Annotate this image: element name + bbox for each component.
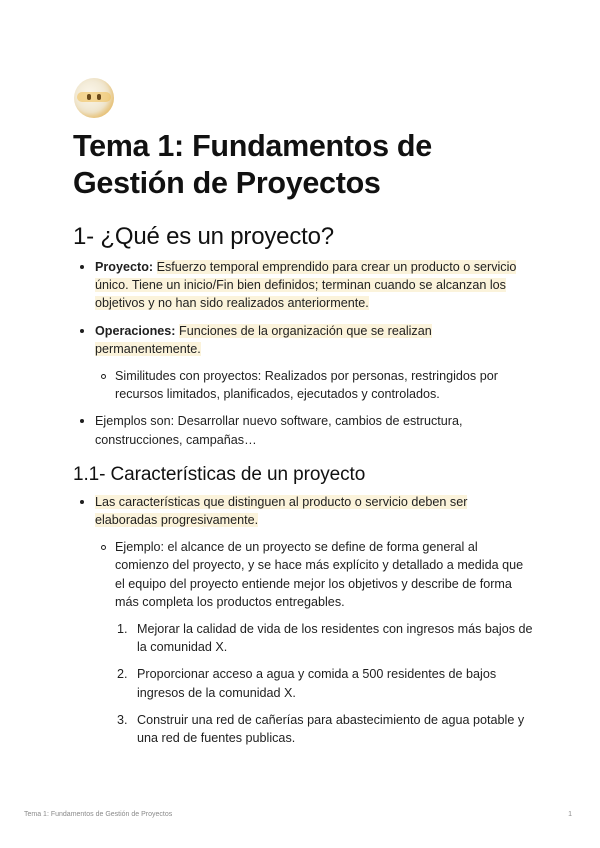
footer-title: Tema 1: Fundamentos de Gestión de Proyectos [24, 811, 173, 818]
term-label: Proyecto: [95, 260, 154, 274]
list-item-operaciones [73, 322, 533, 404]
footer-page-number: 1 [568, 811, 572, 818]
numbered-item-text: Mejorar la calidad de vida de los residentes con ingresos más bajos de la comunidad X. [137, 622, 533, 655]
bullet-dot [80, 500, 84, 504]
caracteristicas-sublist [95, 538, 533, 747]
numbered-item-text: Construir una red de cañerías para abastecimiento de agua potable y una red de fuentes publicas. [137, 712, 525, 746]
definition-text: Esfuerzo temporal emprendido para crear un producto o servicio único. Tiene un inicio/Fin bien definidos; terminan cuando se alcanzan los objetivos y no han sido realizados anteriormente. [95, 260, 517, 311]
page-title: Tema 1: Fundamentos de Gestión de Proyectos [73, 129, 432, 200]
operaciones-sublist [95, 367, 533, 403]
face-in-clouds-emoji-icon [74, 78, 114, 118]
bullet-circle [101, 374, 106, 379]
number-marker: 2. [117, 667, 128, 682]
bullet-dot [80, 419, 84, 423]
list-item-similitudes [95, 367, 533, 403]
list-item-ejemplos [73, 412, 533, 448]
numbered-item-3 [115, 711, 533, 747]
bullet-dot [80, 265, 84, 269]
definition-text: Funciones de la organización que se realizan permanentemente. [95, 323, 432, 356]
section-heading-caracteristicas: 1.1- Características de un proyecto [73, 463, 366, 485]
number-marker: 1. [117, 622, 128, 637]
cloud-band [77, 92, 111, 102]
document-page [73, 78, 533, 756]
numbered-item-text: Proporcionar acceso a agua y comida a 500 residentes de bajos ingresos de la comunidad X. [137, 667, 497, 700]
item-text: Ejemplos son: Desarrollar nuevo software, cambios de estructura, construcciones, campañas… [95, 414, 463, 447]
list-item-ejemplo [95, 538, 533, 747]
left-eye [87, 94, 91, 100]
section-heading-que-es-un-proyecto: 1- ¿Qué es un proyecto? [73, 223, 334, 250]
bullet-circle [101, 545, 106, 550]
term-label: Operaciones: [95, 323, 176, 338]
right-eye [97, 94, 101, 100]
numbered-list [115, 620, 533, 747]
page-footer [24, 811, 572, 823]
section1-1-list [73, 493, 533, 747]
item-text: Las características que distinguen al producto o servicio deben ser elaboradas progresivamente. [95, 494, 468, 528]
numbered-item-2 [115, 665, 533, 701]
sub-item-text: Similitudes con proyectos: Realizados por personas, restringidos por recursos limitados, planificados, ejecutados y controlados. [115, 369, 498, 402]
section1-list [73, 258, 533, 449]
list-item-caracteristicas [73, 493, 533, 747]
sub-item-text: Ejemplo: el alcance de un proyecto se define de forma general al comienzo del proyecto, y se hace más explícito y detallado a medida que el equipo del proyecto entiende mejor los objetivos y describe de forma más completa los productos entregables. [115, 540, 524, 609]
list-item-proyecto [73, 258, 533, 313]
number-marker: 3. [117, 712, 128, 727]
bullet-dot [80, 329, 84, 333]
numbered-item-1 [115, 620, 533, 656]
